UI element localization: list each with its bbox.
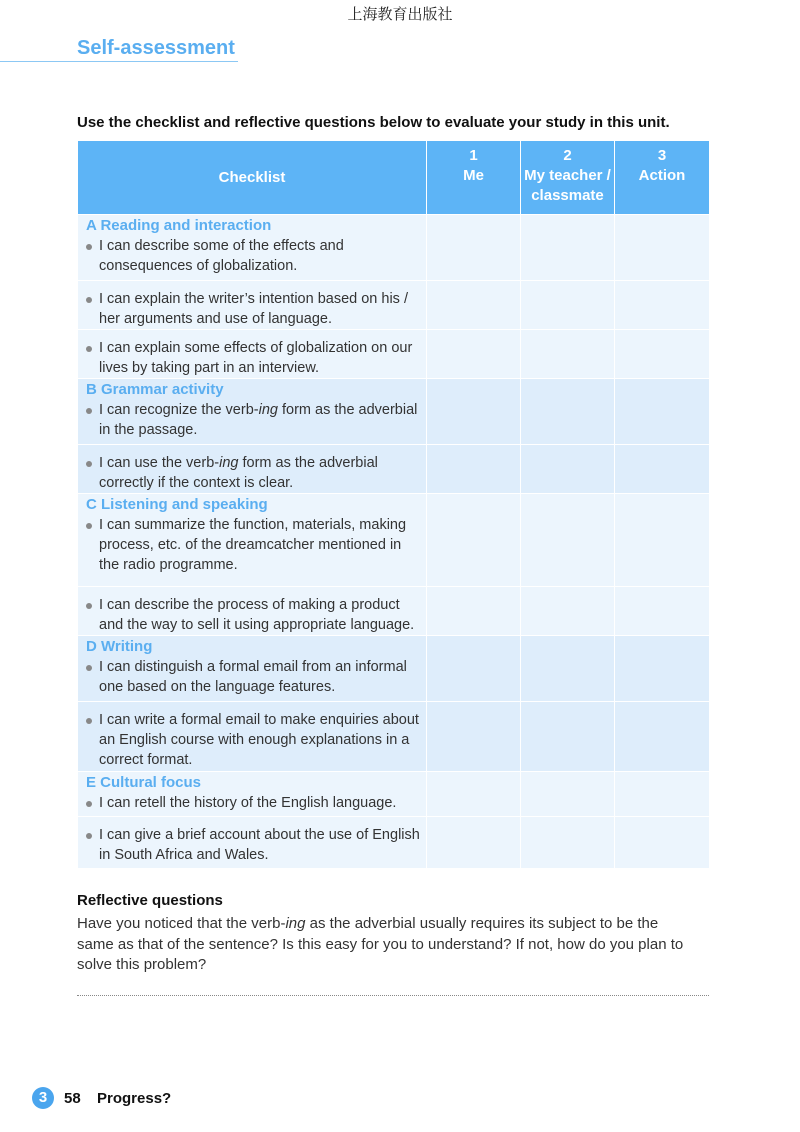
table-row	[78, 702, 710, 772]
checklist-cell	[78, 445, 427, 494]
action-cell[interactable]	[615, 636, 710, 702]
item-text: I can describe some of the effects and consequences of globalization.	[99, 238, 344, 274]
table-row	[78, 330, 710, 379]
header-action-label: Action	[638, 167, 686, 184]
me-cell[interactable]	[427, 445, 521, 494]
me-cell[interactable]	[427, 587, 521, 636]
action-cell[interactable]	[615, 281, 710, 330]
item-text: I can explain the writer’s intention based on his / her arguments and use of language.	[99, 291, 408, 327]
checklist-cell	[78, 636, 427, 702]
title-underline	[0, 61, 238, 62]
me-cell[interactable]	[427, 494, 521, 587]
table-row	[78, 215, 710, 281]
action-cell[interactable]	[615, 772, 710, 817]
checklist-cell	[78, 587, 427, 636]
section-heading: E Cultural focus	[86, 774, 202, 791]
table-row	[78, 636, 710, 702]
me-cell[interactable]	[427, 379, 521, 445]
section-heading: B Grammar activity	[86, 381, 224, 398]
checklist-item	[86, 453, 422, 493]
teacher-cell[interactable]	[521, 445, 615, 494]
checklist-cell	[78, 330, 427, 379]
me-cell[interactable]	[427, 330, 521, 379]
checklist-item	[86, 595, 422, 635]
table-header-row	[78, 141, 710, 215]
header-me-number: 1	[469, 147, 478, 164]
me-cell[interactable]	[427, 772, 521, 817]
me-cell[interactable]	[427, 281, 521, 330]
section-title: Self-assessment	[77, 37, 235, 59]
header-action	[615, 141, 710, 215]
header-me	[427, 141, 521, 215]
checklist-item	[86, 710, 422, 770]
table-row	[78, 817, 710, 869]
teacher-cell[interactable]	[521, 702, 615, 772]
section-heading: A Reading and interaction	[86, 217, 272, 234]
item-text-italic: ing	[258, 402, 278, 418]
reflective-text-part: as the adverbial usually requires its subject to be the same as that of the sentence? Is this easy for you to understand? If not, how do you plan to solve this problem?	[77, 915, 684, 973]
teacher-cell[interactable]	[521, 587, 615, 636]
action-cell[interactable]	[615, 445, 710, 494]
header-teacher-number: 2	[563, 147, 572, 164]
action-cell[interactable]	[615, 494, 710, 587]
item-text: I can recognize the verb-	[99, 402, 259, 418]
teacher-cell[interactable]	[521, 817, 615, 869]
page-number: 58	[64, 1090, 81, 1107]
teacher-cell[interactable]	[521, 494, 615, 587]
reflective-text-italic: ing	[285, 915, 306, 932]
checklist-cell	[78, 772, 427, 817]
publisher-name: 上海教育出版社	[347, 5, 453, 23]
answer-dotted-line	[77, 995, 709, 996]
checklist-item	[86, 793, 422, 813]
checklist-cell	[78, 817, 427, 869]
item-text: form as the adverbial correctly if the context is clear.	[99, 455, 378, 491]
bullet-icon	[86, 801, 92, 807]
table-row	[78, 379, 710, 445]
header-teacher	[521, 141, 615, 215]
section-heading: D Writing	[86, 638, 153, 655]
header-action-number: 3	[657, 147, 667, 164]
reflective-questions-text	[77, 914, 697, 976]
item-text: I can distinguish a formal email from an informal one based on the language features.	[99, 659, 407, 695]
checklist-cell	[78, 494, 427, 587]
bullet-icon	[86, 523, 92, 529]
table-row	[78, 772, 710, 817]
teacher-cell[interactable]	[521, 330, 615, 379]
table-row	[78, 281, 710, 330]
item-text: form as the adverbial in the passage.	[99, 402, 418, 438]
header-teacher-label: My teacher / classmate	[524, 167, 611, 204]
checklist-cell	[78, 215, 427, 281]
checklist-item	[86, 515, 422, 575]
item-text: I can give a brief account about the use of English in South Africa and Wales.	[99, 827, 420, 863]
header-checklist: Checklist	[78, 141, 427, 215]
bullet-icon	[86, 408, 92, 414]
instruction-text: Use the checklist and reflective questions below to evaluate your study in this unit.	[77, 114, 670, 131]
me-cell[interactable]	[427, 215, 521, 281]
checklist-item	[86, 338, 422, 378]
action-cell[interactable]	[615, 702, 710, 772]
action-cell[interactable]	[615, 817, 710, 869]
action-cell[interactable]	[615, 379, 710, 445]
bullet-icon	[86, 833, 92, 839]
checklist-cell	[78, 379, 427, 445]
checklist-item	[86, 657, 422, 697]
bullet-icon	[86, 718, 92, 724]
bullet-icon	[86, 244, 92, 250]
teacher-cell[interactable]	[521, 215, 615, 281]
item-text: I can describe the process of making a product and the way to sell it using appropriate language.	[99, 597, 415, 633]
footer-label: Progress?	[97, 1090, 172, 1107]
item-text: I can summarize the function, materials, making process, etc. of the dreamcatcher mentioned in the radio programme.	[99, 517, 407, 573]
checklist-item	[86, 236, 422, 276]
reflective-questions-title: Reflective questions	[77, 892, 223, 909]
teacher-cell[interactable]	[521, 379, 615, 445]
bullet-icon	[86, 346, 92, 352]
bullet-icon	[86, 665, 92, 671]
item-text-italic: ing	[219, 455, 239, 471]
checklist-cell	[78, 702, 427, 772]
checklist-item	[86, 825, 422, 865]
table-row	[78, 494, 710, 587]
checklist-item	[86, 289, 422, 329]
reflective-text-part: Have you noticed that the verb-	[77, 915, 286, 932]
table-row	[78, 587, 710, 636]
item-text: I can explain some effects of globalization on our lives by taking part in an interview.	[99, 340, 413, 376]
action-cell[interactable]	[615, 215, 710, 281]
item-text: I can write a formal email to make enquiries about an English course with enough explanations in a correct format.	[99, 712, 419, 768]
me-cell[interactable]	[427, 636, 521, 702]
header-me-label: Me	[463, 167, 484, 184]
action-cell[interactable]	[615, 587, 710, 636]
item-text: I can retell the history of the English language.	[99, 795, 397, 811]
teacher-cell[interactable]	[521, 772, 615, 817]
section-heading: C Listening and speaking	[86, 496, 268, 513]
unit-badge: 3	[32, 1087, 54, 1109]
table-row	[78, 445, 710, 494]
me-cell[interactable]	[427, 817, 521, 869]
action-cell[interactable]	[615, 330, 710, 379]
checklist-item	[86, 400, 422, 440]
me-cell[interactable]	[427, 702, 521, 772]
teacher-cell[interactable]	[521, 281, 615, 330]
item-text: I can use the verb-	[99, 455, 220, 471]
bullet-icon	[86, 297, 92, 303]
bullet-icon	[86, 603, 92, 609]
checklist-cell	[78, 281, 427, 330]
bullet-icon	[86, 461, 92, 467]
checklist-table	[77, 140, 710, 869]
teacher-cell[interactable]	[521, 636, 615, 702]
